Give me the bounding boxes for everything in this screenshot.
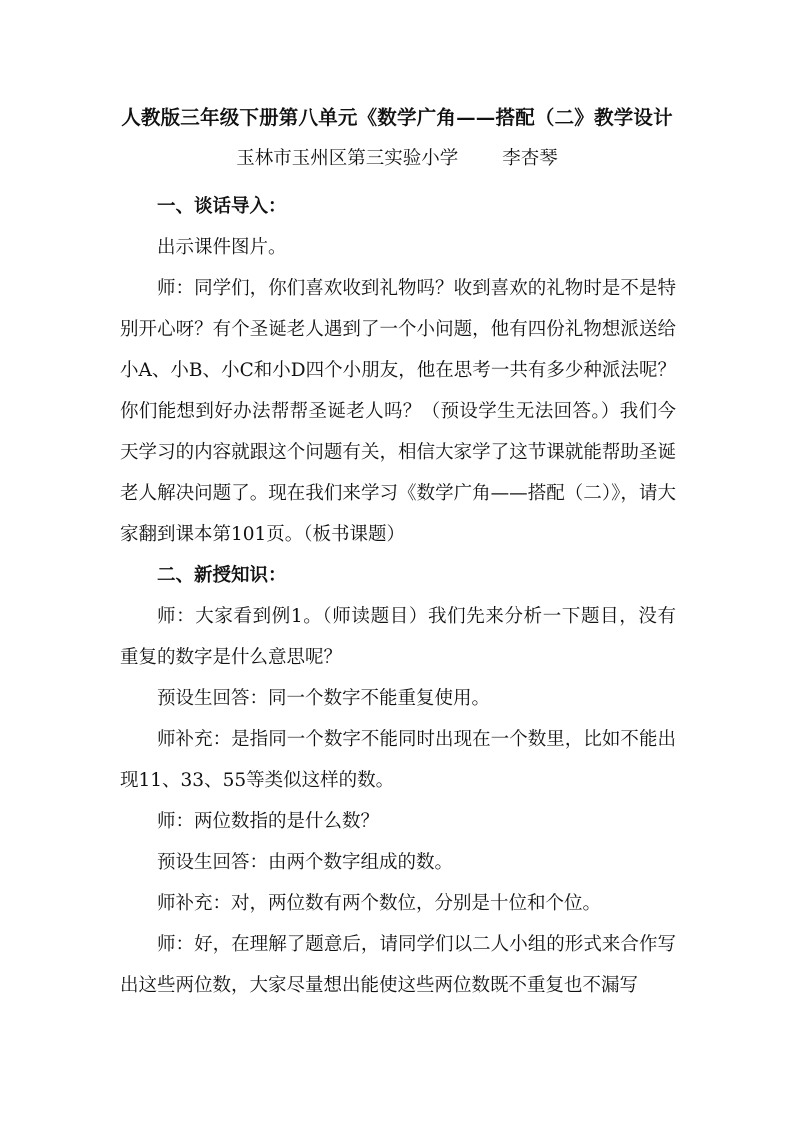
paragraph: 师：同学们，你们喜欢收到礼物吗？收到喜欢的礼物时是不是特别开心呀？有个圣诞老人遇到了一个小问题，他有四份礼物想派送给小A、小B、小C和小D四个小朋友，他在思考一共有多少种派法呢？你们能想到好办法帮帮圣诞老人吗？（预设学生无法回答。）我们今天学习的内容就跟这个问题有关，相信大家学了这节课就能帮助圣诞老人解决问题了。现在我们来学习《数学广角——搭配（二）》，请大家翻到课本第101页。（板书课题） (120, 278, 676, 545)
paragraph: 预设生回答：同一个数字不能重复使用。 (157, 688, 491, 709)
paragraph: 师补充：对，两位数有两个数位，分别是十位和个位。 (157, 893, 602, 914)
paragraph: 师：两位数指的是什么数？ (157, 811, 380, 832)
author-school: 玉林市玉州区第三实验小学 (236, 148, 459, 169)
section-heading-intro: 一、谈话导入： (157, 196, 287, 217)
paragraph: 出示课件图片。 (157, 237, 287, 258)
document-body (120, 186, 676, 1006)
author-name: 李杏琴 (502, 148, 558, 169)
document-title: 人教版三年级下册第八单元《数学广角——搭配（二》教学设计 (121, 106, 673, 129)
paragraph: 师：大家看到例1。（师读题目）我们先来分析一下题目，没有重复的数字是什么意思呢？ (120, 606, 676, 668)
paragraph: 预设生回答：由两个数字组成的数。 (157, 852, 454, 873)
author-line (0, 145, 794, 173)
paragraph: 师：好，在理解了题意后，请同学们以二人小组的形式来合作写出这些两位数，大家尽量想出能使这些两位数既不重复也不漏写 (120, 934, 676, 996)
section-heading-new-knowledge: 二、新授知识： (157, 565, 287, 586)
paragraph: 师补充：是指同一个数字不能同时出现在一个数里，比如不能出现11、33、55等类似这样的数。 (120, 729, 676, 791)
